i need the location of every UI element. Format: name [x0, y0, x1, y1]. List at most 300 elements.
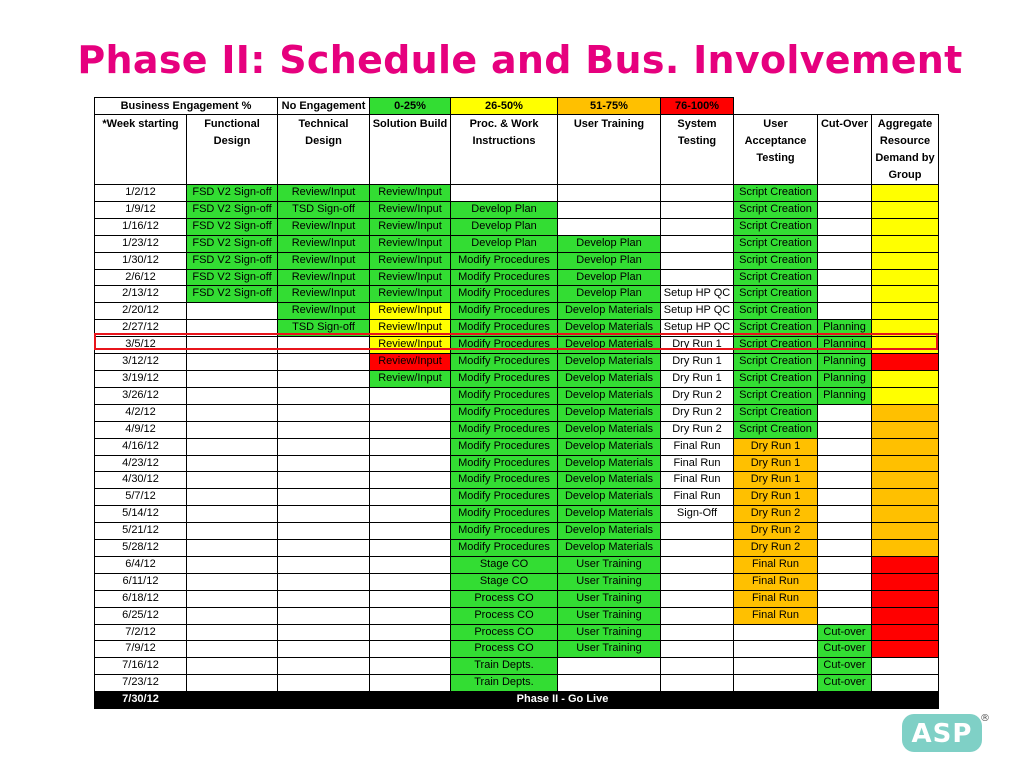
system-testing-cell — [661, 624, 734, 641]
system-testing-cell: Setup HP QC — [661, 303, 734, 320]
cut-over-cell — [818, 506, 872, 523]
technical-design-cell — [278, 641, 370, 658]
week-cell: 2/20/12 — [95, 303, 187, 320]
solution-build-cell: Review/Input — [370, 303, 451, 320]
legend-51-75: 51-75% — [558, 98, 661, 115]
user-acceptance-testing-cell: Script Creation — [734, 303, 818, 320]
week-cell: 5/28/12 — [95, 540, 187, 557]
solution-build-cell — [370, 658, 451, 675]
proc-work-instructions-cell: Modify Procedures — [451, 455, 558, 472]
user-training-cell: Develop Materials — [558, 354, 661, 371]
functional-design-cell — [187, 506, 278, 523]
table-row — [95, 218, 939, 235]
solution-build-cell — [370, 506, 451, 523]
golive-row — [95, 692, 939, 709]
cut-over-cell — [818, 540, 872, 557]
solution-build-cell — [370, 404, 451, 421]
user-training-cell: Develop Materials — [558, 438, 661, 455]
week-cell: 6/18/12 — [95, 590, 187, 607]
system-testing-cell — [661, 185, 734, 202]
user-training-cell: User Training — [558, 607, 661, 624]
week-cell: 5/7/12 — [95, 489, 187, 506]
functional-design-cell: FSD V2 Sign-off — [187, 286, 278, 303]
cut-over-cell — [818, 472, 872, 489]
week-cell: 5/14/12 — [95, 506, 187, 523]
proc-work-instructions-cell: Modify Procedures — [451, 269, 558, 286]
technical-design-cell — [278, 658, 370, 675]
user-acceptance-testing-cell: Script Creation — [734, 201, 818, 218]
aggregate-demand-cell — [872, 218, 939, 235]
cut-over-cell — [818, 590, 872, 607]
system-testing-cell: Dry Run 2 — [661, 387, 734, 404]
system-testing-cell: Final Run — [661, 472, 734, 489]
aggregate-demand-cell — [872, 421, 939, 438]
table-row — [95, 556, 939, 573]
user-acceptance-testing-cell — [734, 641, 818, 658]
technical-design-cell: Review/Input — [278, 218, 370, 235]
table-row — [95, 252, 939, 269]
header-cut-over: Cut-Over — [818, 115, 872, 185]
user-acceptance-testing-cell: Script Creation — [734, 337, 818, 354]
system-testing-cell — [661, 658, 734, 675]
proc-work-instructions-cell: Modify Procedures — [451, 506, 558, 523]
solution-build-cell: Review/Input — [370, 218, 451, 235]
user-training-cell: Develop Plan — [558, 286, 661, 303]
header-system-testing: System Testing — [661, 115, 734, 185]
functional-design-cell: FSD V2 Sign-off — [187, 269, 278, 286]
user-acceptance-testing-cell: Script Creation — [734, 387, 818, 404]
solution-build-cell — [370, 607, 451, 624]
user-acceptance-testing-cell: Script Creation — [734, 354, 818, 371]
aggregate-demand-cell — [872, 607, 939, 624]
table-row — [95, 489, 939, 506]
table-row — [95, 421, 939, 438]
cut-over-cell — [818, 489, 872, 506]
cut-over-cell — [818, 455, 872, 472]
aggregate-demand-cell — [872, 269, 939, 286]
user-acceptance-testing-cell: Script Creation — [734, 370, 818, 387]
user-acceptance-testing-cell: Final Run — [734, 607, 818, 624]
table-row — [95, 354, 939, 371]
user-training-cell — [558, 675, 661, 692]
cut-over-cell — [818, 218, 872, 235]
table-row — [95, 438, 939, 455]
user-acceptance-testing-cell: Script Creation — [734, 269, 818, 286]
aggregate-demand-cell — [872, 370, 939, 387]
solution-build-cell: Review/Input — [370, 286, 451, 303]
technical-design-cell — [278, 556, 370, 573]
logo-text: ASP — [911, 719, 973, 749]
cut-over-cell: Cut-over — [818, 675, 872, 692]
cut-over-cell — [818, 201, 872, 218]
week-cell: 1/23/12 — [95, 235, 187, 252]
solution-build-cell: Review/Input — [370, 320, 451, 337]
technical-design-cell: Review/Input — [278, 286, 370, 303]
table-row — [95, 269, 939, 286]
solution-build-cell — [370, 438, 451, 455]
proc-work-instructions-cell: Train Depts. — [451, 675, 558, 692]
week-cell: 6/4/12 — [95, 556, 187, 573]
aggregate-demand-cell — [872, 404, 939, 421]
technical-design-cell — [278, 573, 370, 590]
table-row — [95, 455, 939, 472]
week-cell: 3/26/12 — [95, 387, 187, 404]
header-row — [95, 115, 939, 185]
functional-design-cell — [187, 354, 278, 371]
proc-work-instructions-cell: Modify Procedures — [451, 472, 558, 489]
legend-0-25: 0-25% — [370, 98, 451, 115]
proc-work-instructions-cell: Modify Procedures — [451, 421, 558, 438]
aggregate-demand-cell — [872, 540, 939, 557]
proc-work-instructions-cell: Modify Procedures — [451, 438, 558, 455]
header-proc-work-instructions: Proc. & Work Instructions — [451, 115, 558, 185]
technical-design-cell — [278, 370, 370, 387]
user-training-cell: Develop Materials — [558, 506, 661, 523]
proc-work-instructions-cell: Modify Procedures — [451, 540, 558, 557]
system-testing-cell: Sign-Off — [661, 506, 734, 523]
header-technical-design: Technical Design — [278, 115, 370, 185]
cut-over-cell — [818, 235, 872, 252]
table-row — [95, 303, 939, 320]
aggregate-demand-cell — [872, 337, 939, 354]
proc-work-instructions-cell: Process CO — [451, 624, 558, 641]
aggregate-demand-cell — [872, 438, 939, 455]
user-training-cell — [558, 218, 661, 235]
system-testing-cell: Final Run — [661, 489, 734, 506]
user-acceptance-testing-cell — [734, 658, 818, 675]
table-row — [95, 641, 939, 658]
system-testing-cell: Dry Run 1 — [661, 370, 734, 387]
week-cell: 2/27/12 — [95, 320, 187, 337]
proc-work-instructions-cell: Modify Procedures — [451, 252, 558, 269]
aggregate-demand-cell — [872, 573, 939, 590]
proc-work-instructions-cell: Process CO — [451, 641, 558, 658]
user-training-cell: Develop Plan — [558, 269, 661, 286]
system-testing-cell: Dry Run 1 — [661, 354, 734, 371]
proc-work-instructions-cell: Modify Procedures — [451, 387, 558, 404]
functional-design-cell — [187, 489, 278, 506]
user-training-cell: Develop Materials — [558, 404, 661, 421]
header-week: *Week starting — [95, 115, 187, 185]
header-aggregate-demand: Aggregate Resource Demand by Group — [872, 115, 939, 185]
functional-design-cell — [187, 404, 278, 421]
technical-design-cell — [278, 337, 370, 354]
solution-build-cell: Review/Input — [370, 354, 451, 371]
technical-design-cell — [278, 438, 370, 455]
header-solution-build: Solution Build — [370, 115, 451, 185]
solution-build-cell — [370, 455, 451, 472]
functional-design-cell — [187, 455, 278, 472]
proc-work-instructions-cell: Modify Procedures — [451, 337, 558, 354]
user-acceptance-testing-cell: Dry Run 2 — [734, 506, 818, 523]
functional-design-cell — [187, 320, 278, 337]
technical-design-cell — [278, 607, 370, 624]
system-testing-cell — [661, 556, 734, 573]
proc-work-instructions-cell: Train Depts. — [451, 658, 558, 675]
functional-design-cell — [187, 658, 278, 675]
week-cell: 6/11/12 — [95, 573, 187, 590]
solution-build-cell: Review/Input — [370, 201, 451, 218]
week-cell: 7/16/12 — [95, 658, 187, 675]
proc-work-instructions-cell: Process CO — [451, 590, 558, 607]
proc-work-instructions-cell — [451, 185, 558, 202]
user-acceptance-testing-cell: Script Creation — [734, 235, 818, 252]
functional-design-cell — [187, 387, 278, 404]
technical-design-cell: Review/Input — [278, 185, 370, 202]
table-row — [95, 370, 939, 387]
proc-work-instructions-cell: Develop Plan — [451, 201, 558, 218]
week-cell: 4/23/12 — [95, 455, 187, 472]
user-acceptance-testing-cell — [734, 675, 818, 692]
aggregate-demand-cell — [872, 506, 939, 523]
aggregate-demand-cell — [872, 641, 939, 658]
table-row — [95, 387, 939, 404]
proc-work-instructions-cell: Develop Plan — [451, 235, 558, 252]
system-testing-cell — [661, 523, 734, 540]
solution-build-cell — [370, 590, 451, 607]
aggregate-demand-cell — [872, 201, 939, 218]
functional-design-cell — [187, 607, 278, 624]
solution-build-cell — [370, 387, 451, 404]
table-row — [95, 185, 939, 202]
functional-design-cell — [187, 573, 278, 590]
solution-build-cell — [370, 489, 451, 506]
user-training-cell: Develop Materials — [558, 421, 661, 438]
cut-over-cell — [818, 607, 872, 624]
week-cell: 5/21/12 — [95, 523, 187, 540]
cut-over-cell: Cut-over — [818, 624, 872, 641]
table-row — [95, 523, 939, 540]
solution-build-cell — [370, 573, 451, 590]
schedule-body — [95, 98, 939, 709]
user-training-cell — [558, 201, 661, 218]
week-cell: 7/9/12 — [95, 641, 187, 658]
cut-over-cell — [818, 303, 872, 320]
user-training-cell: User Training — [558, 556, 661, 573]
functional-design-cell — [187, 438, 278, 455]
technical-design-cell — [278, 354, 370, 371]
header-user-acceptance-testing: User Acceptance Testing — [734, 115, 818, 185]
system-testing-cell: Dry Run 1 — [661, 337, 734, 354]
aggregate-demand-cell — [872, 590, 939, 607]
table-row — [95, 404, 939, 421]
technical-design-cell — [278, 387, 370, 404]
slide-title: Phase II: Schedule and Bus. Involvement — [77, 38, 963, 82]
user-acceptance-testing-cell: Script Creation — [734, 218, 818, 235]
technical-design-cell — [278, 624, 370, 641]
proc-work-instructions-cell: Modify Procedures — [451, 523, 558, 540]
proc-work-instructions-cell: Process CO — [451, 607, 558, 624]
user-training-cell: Develop Materials — [558, 320, 661, 337]
proc-work-instructions-cell: Modify Procedures — [451, 489, 558, 506]
technical-design-cell — [278, 404, 370, 421]
proc-work-instructions-cell: Stage CO — [451, 556, 558, 573]
aggregate-demand-cell — [872, 185, 939, 202]
cut-over-cell: Cut-over — [818, 641, 872, 658]
table-row — [95, 624, 939, 641]
table-row — [95, 607, 939, 624]
legend-76-100: 76-100% — [661, 98, 734, 115]
system-testing-cell: Final Run — [661, 438, 734, 455]
user-acceptance-testing-cell: Dry Run 1 — [734, 455, 818, 472]
schedule-table — [94, 97, 939, 709]
solution-build-cell: Review/Input — [370, 252, 451, 269]
functional-design-cell — [187, 641, 278, 658]
cut-over-cell — [818, 185, 872, 202]
user-training-cell: Develop Plan — [558, 252, 661, 269]
system-testing-cell: Final Run — [661, 455, 734, 472]
solution-build-cell: Review/Input — [370, 370, 451, 387]
user-training-cell: User Training — [558, 573, 661, 590]
user-acceptance-testing-cell: Dry Run 1 — [734, 489, 818, 506]
functional-design-cell: FSD V2 Sign-off — [187, 252, 278, 269]
week-cell: 3/19/12 — [95, 370, 187, 387]
proc-work-instructions-cell: Modify Procedures — [451, 303, 558, 320]
asp-logo — [902, 714, 982, 752]
aggregate-demand-cell — [872, 556, 939, 573]
table-row — [95, 658, 939, 675]
technical-design-cell — [278, 455, 370, 472]
table-row — [95, 472, 939, 489]
system-testing-cell — [661, 201, 734, 218]
functional-design-cell — [187, 523, 278, 540]
user-training-cell — [558, 185, 661, 202]
table-row — [95, 201, 939, 218]
system-testing-cell — [661, 218, 734, 235]
technical-design-cell — [278, 489, 370, 506]
functional-design-cell — [187, 675, 278, 692]
system-testing-cell — [661, 641, 734, 658]
cut-over-cell: Planning — [818, 337, 872, 354]
proc-work-instructions-cell: Modify Procedures — [451, 286, 558, 303]
golive-label: Phase II - Go Live — [187, 692, 939, 709]
user-training-cell: Develop Materials — [558, 455, 661, 472]
week-cell: 4/2/12 — [95, 404, 187, 421]
aggregate-demand-cell — [872, 286, 939, 303]
user-acceptance-testing-cell: Script Creation — [734, 286, 818, 303]
aggregate-demand-cell — [872, 455, 939, 472]
table-row — [95, 337, 939, 354]
solution-build-cell: Review/Input — [370, 235, 451, 252]
user-acceptance-testing-cell: Script Creation — [734, 252, 818, 269]
technical-design-cell: Review/Input — [278, 269, 370, 286]
solution-build-cell: Review/Input — [370, 337, 451, 354]
system-testing-cell: Setup HP QC — [661, 320, 734, 337]
system-testing-cell — [661, 235, 734, 252]
user-acceptance-testing-cell — [734, 624, 818, 641]
proc-work-instructions-cell: Modify Procedures — [451, 354, 558, 371]
technical-design-cell — [278, 472, 370, 489]
user-training-cell: Develop Materials — [558, 370, 661, 387]
table-row — [95, 320, 939, 337]
cut-over-cell: Planning — [818, 387, 872, 404]
system-testing-cell — [661, 573, 734, 590]
table-row — [95, 540, 939, 557]
user-acceptance-testing-cell: Script Creation — [734, 320, 818, 337]
system-testing-cell: Dry Run 2 — [661, 421, 734, 438]
aggregate-demand-cell — [872, 523, 939, 540]
aggregate-demand-cell — [872, 320, 939, 337]
functional-design-cell: FSD V2 Sign-off — [187, 235, 278, 252]
user-acceptance-testing-cell: Final Run — [734, 556, 818, 573]
technical-design-cell: Review/Input — [278, 303, 370, 320]
user-acceptance-testing-cell: Dry Run 1 — [734, 472, 818, 489]
week-cell: 4/30/12 — [95, 472, 187, 489]
solution-build-cell: Review/Input — [370, 185, 451, 202]
functional-design-cell: FSD V2 Sign-off — [187, 185, 278, 202]
aggregate-demand-cell — [872, 387, 939, 404]
user-acceptance-testing-cell: Dry Run 2 — [734, 540, 818, 557]
system-testing-cell: Dry Run 2 — [661, 404, 734, 421]
functional-design-cell — [187, 556, 278, 573]
week-cell: 7/2/12 — [95, 624, 187, 641]
functional-design-cell — [187, 370, 278, 387]
technical-design-cell — [278, 590, 370, 607]
proc-work-instructions-cell: Develop Plan — [451, 218, 558, 235]
cut-over-cell: Planning — [818, 320, 872, 337]
solution-build-cell — [370, 421, 451, 438]
week-cell: 4/9/12 — [95, 421, 187, 438]
user-training-cell: Develop Materials — [558, 523, 661, 540]
table-row — [95, 506, 939, 523]
header-functional-design: Functional Design — [187, 115, 278, 185]
user-training-cell: User Training — [558, 590, 661, 607]
user-acceptance-testing-cell: Final Run — [734, 573, 818, 590]
cut-over-cell: Cut-over — [818, 658, 872, 675]
aggregate-demand-cell — [872, 675, 939, 692]
technical-design-cell: TSD Sign-off — [278, 201, 370, 218]
user-acceptance-testing-cell: Dry Run 2 — [734, 523, 818, 540]
solution-build-cell — [370, 540, 451, 557]
user-training-cell: Develop Materials — [558, 472, 661, 489]
user-training-cell: Develop Materials — [558, 540, 661, 557]
proc-work-instructions-cell: Modify Procedures — [451, 404, 558, 421]
cut-over-cell — [818, 286, 872, 303]
functional-design-cell — [187, 303, 278, 320]
legend-26-50: 26-50% — [451, 98, 558, 115]
cut-over-cell — [818, 573, 872, 590]
table-row — [95, 286, 939, 303]
technical-design-cell — [278, 675, 370, 692]
legend-spacer — [734, 98, 939, 115]
functional-design-cell: FSD V2 Sign-off — [187, 218, 278, 235]
user-training-cell — [558, 658, 661, 675]
cut-over-cell — [818, 438, 872, 455]
header-user-training: User Training — [558, 115, 661, 185]
aggregate-demand-cell — [872, 252, 939, 269]
user-training-cell: Develop Materials — [558, 337, 661, 354]
legend-row — [95, 98, 939, 115]
system-testing-cell — [661, 252, 734, 269]
functional-design-cell: FSD V2 Sign-off — [187, 201, 278, 218]
aggregate-demand-cell — [872, 624, 939, 641]
cut-over-cell: Planning — [818, 354, 872, 371]
functional-design-cell — [187, 337, 278, 354]
technical-design-cell — [278, 523, 370, 540]
proc-work-instructions-cell: Stage CO — [451, 573, 558, 590]
functional-design-cell — [187, 421, 278, 438]
user-acceptance-testing-cell: Dry Run 1 — [734, 438, 818, 455]
legend-label: Business Engagement % — [95, 98, 278, 115]
solution-build-cell — [370, 641, 451, 658]
technical-design-cell: Review/Input — [278, 252, 370, 269]
cut-over-cell — [818, 421, 872, 438]
solution-build-cell — [370, 523, 451, 540]
week-cell: 1/30/12 — [95, 252, 187, 269]
week-cell: 4/16/12 — [95, 438, 187, 455]
functional-design-cell — [187, 590, 278, 607]
week-cell: 3/5/12 — [95, 337, 187, 354]
